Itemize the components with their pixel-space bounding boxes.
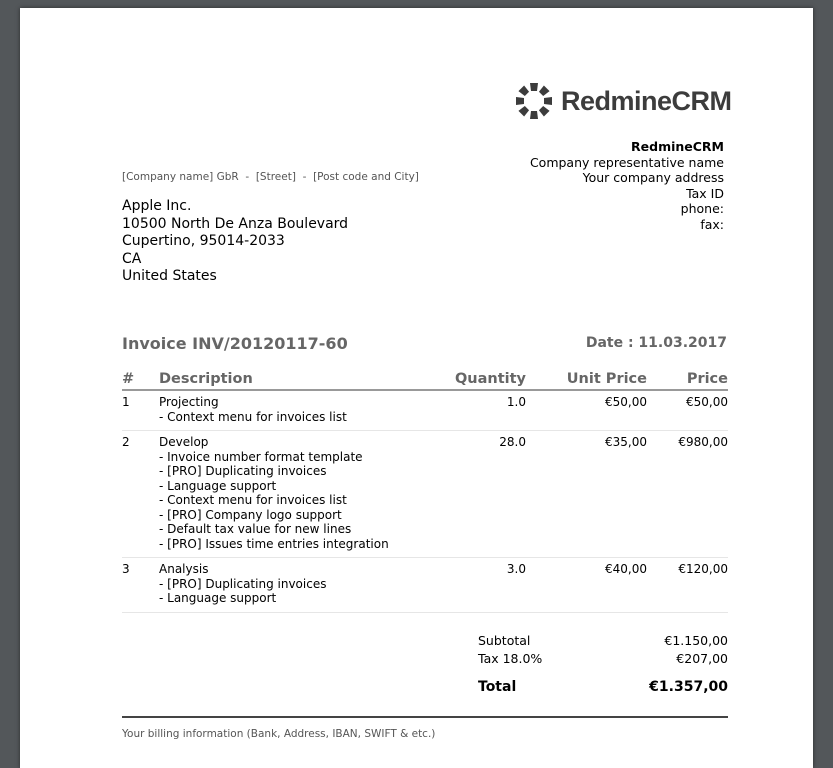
client-line: Cupertino, 95014-2033 (122, 233, 285, 249)
logo-text: RedmineCRM (561, 85, 732, 116)
line-item: - Context menu for invoices list (159, 409, 347, 424)
col-unit-price: Unit Price (526, 371, 647, 390)
line-item: - Default tax value for new lines (159, 522, 352, 536)
company-name: RedmineCRM (631, 139, 724, 154)
company-line: Your company address (582, 170, 724, 186)
line-title: Projecting (159, 395, 219, 409)
client-address (122, 198, 348, 286)
line-item: - [PRO] Issues time entries integration (159, 536, 389, 551)
line-quantity: 1.0 (426, 390, 526, 431)
line-number: 1 (122, 390, 159, 431)
line-item: - [PRO] Duplicating invoices (159, 464, 327, 478)
line-item: - Language support (159, 591, 277, 605)
line-title: Analysis (159, 562, 209, 576)
subtotal-value: €1.150,00 (664, 633, 728, 648)
table-row (122, 390, 728, 431)
total-value: €1.357,00 (649, 679, 728, 695)
line-unit-price: €50,00 (526, 390, 647, 431)
line-title: Develop (159, 435, 209, 449)
company-logo (515, 82, 732, 120)
invoice-lines-table (122, 371, 728, 613)
line-price: €50,00 (647, 390, 728, 431)
company-info (530, 139, 724, 233)
invoice-date: Date : 11.03.2017 (585, 335, 727, 351)
total-row (478, 679, 728, 695)
line-item: - Invoice number format template (159, 449, 363, 464)
line-unit-price: €35,00 (526, 431, 647, 558)
line-price: €980,00 (647, 431, 728, 558)
tax-row (478, 651, 728, 666)
company-line: fax: (700, 216, 724, 232)
line-quantity: 28.0 (426, 431, 526, 558)
client-line: CA (122, 250, 142, 267)
footer-divider (122, 716, 728, 718)
col-number: # (122, 371, 159, 390)
billing-info: Your billing information (Bank, Address, IBAN, SWIFT & etc.) (122, 728, 436, 740)
subtotal-label: Subtotal (478, 633, 531, 648)
line-unit-price: €40,00 (526, 558, 647, 613)
line-description (159, 431, 426, 558)
table-row (122, 558, 728, 613)
line-item: - Context menu for invoices list (159, 493, 347, 507)
col-description: Description (159, 371, 426, 390)
company-line: Company representative name (529, 154, 724, 170)
company-line: Tax ID (686, 185, 724, 201)
client-line: United States (122, 268, 217, 284)
line-description (159, 558, 426, 613)
tax-label: Tax 18.0% (478, 651, 543, 666)
line-description (159, 390, 426, 431)
invoice-title: Invoice INV/20120117-60 (122, 334, 348, 353)
company-line: phone: (680, 201, 724, 217)
col-quantity: Quantity (426, 371, 526, 390)
client-line: 10500 North De Anza Boulevard (122, 215, 349, 232)
line-item: - Language support (159, 478, 277, 493)
invoice-page (20, 8, 813, 768)
total-label: Total (478, 679, 517, 695)
table-row (122, 431, 728, 558)
line-item: - [PRO] Company logo support (159, 507, 342, 522)
redminecrm-logo-icon (515, 82, 553, 120)
line-price: €120,00 (647, 558, 728, 613)
subtotal-row (478, 633, 728, 648)
line-number: 3 (122, 558, 159, 613)
line-number: 2 (122, 431, 159, 558)
client-line: Apple Inc. (122, 198, 192, 214)
tax-value: €207,00 (676, 651, 728, 666)
sender-line: [Company name] GbR - [Street] - [Post code and City] (122, 171, 419, 183)
line-quantity: 3.0 (426, 558, 526, 613)
line-item: - [PRO] Duplicating invoices (159, 576, 327, 591)
col-price: Price (647, 371, 728, 390)
